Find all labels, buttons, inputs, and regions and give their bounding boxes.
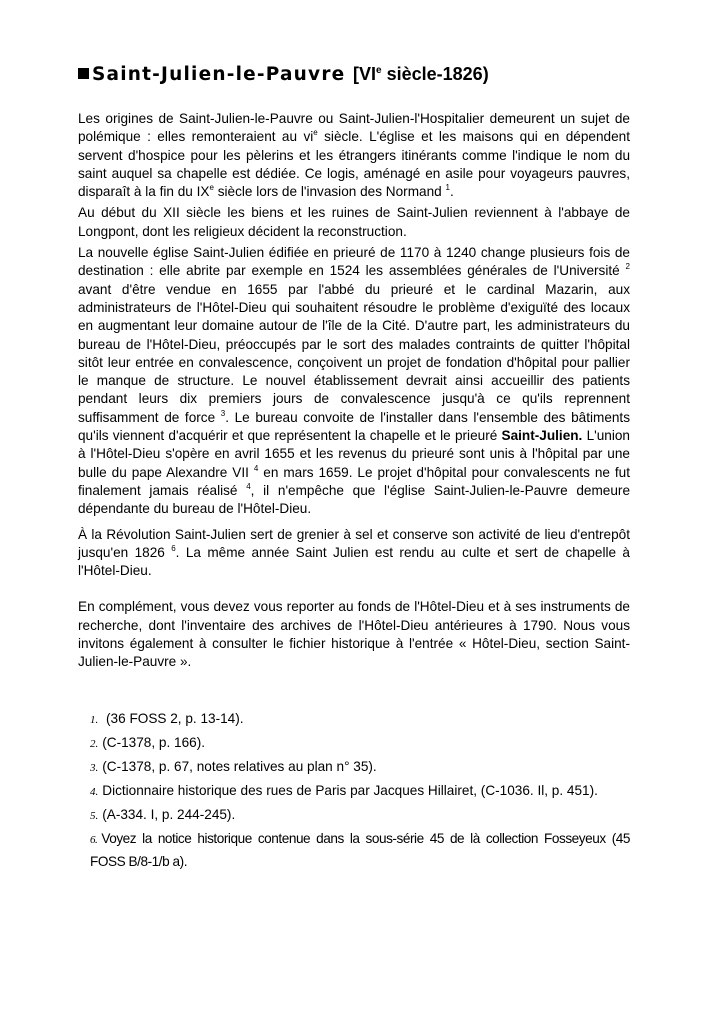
document-page <box>78 56 630 873</box>
bold-term: Saint-Julien. <box>501 428 583 444</box>
footnote-item: 2. (C-1378, p. 166). <box>90 734 206 750</box>
footnote-ref: 6 <box>171 543 176 553</box>
square-bullet-icon <box>78 68 89 79</box>
paragraph-longpont: Au début du XII siècle les biens et les ruines de Saint-Julien reviennent à l'abbaye de Longpont, dont les religieux décident la reconstruction. <box>78 205 630 239</box>
footnote-ref: 4 <box>246 481 251 491</box>
paragraph-new-church: La nouvelle église Saint-Julien édifiée en prieuré de 1170 à 1240 change plusieurs fois de destination : elle abrite par exemple en 1524 les assemblées générales de l'Université $^2$ avant d'être vendue en 1655 par l'abbé du prieuré et le cardinal Mazarin, aux administrateurs de l'Hôtel-Dieu qui souhaitent résoudre le problème d'exiguïté des locaux en augmentant leur domaine autour de l'île de la Cité. D'autre part, les administrateurs du bureau de l'Hôtel-Dieu, préoccupés par le sort des malades contraints de quitter l'hôpital sitôt leur entrée en convalescence, conçoivent un projet de fondation d'hôpital pour pallier le manque de structure. Le nouvel établissement devrait ainsi accueillir des patients pendant leurs dix premiers jours de convalescence jusqu'à ce qu'ils reprennent suffisamment de force $^3$. Le bureau convoite de l'installer dans l'ensemble des bâtiments qu'ils viennent d'acquérir et que représentent la chapelle et le prieuré Saint-Julien. L'union à l'Hôtel-Dieu s'opère en avril 1655 et les revenus du prieuré sont unis à l'hôpital par une bulle du pape Alexandre VII $^4$ en mars 1659. Le projet d'hôpital pour convalescents ne fut finalement jamais réalisé $^4$, il n'empêche que l'église Saint-Julien-le-Pauvre demeure dépendante du bureau de l'Hôtel-Dieu. <box>78 245 631 517</box>
page-title <box>78 56 630 90</box>
title-main: Saint-Julien-le-Pauvre <box>92 64 354 85</box>
footnote-item: 5. (A-334. I, p. 244-245). <box>90 806 236 822</box>
paragraph-origins: Les origines de Saint-Julien-le-Pauvre ou Saint-Julien-l'Hospitalier demeurent un sujet de polémique : elles remonteraient au $vi^e$ siècle. L'église et les maisons qui en dépendent servent d'hospice pour les pèlerins et les étrangers itinérants comme l'indique le nom du saint auquel sa chapelle est dédiée. Ce logis, aménagé en asile pour voyageurs pauvres, disparaît à la fin du IXe siècle lors de l'invasion des Normand $^1$. <box>78 111 630 200</box>
paragraph-complement: En complément, vous devez vous reporter au fonds de l'Hôtel-Dieu et à ses instruments de recherche, dont l'inventaire des archives de l'Hôtel-Dieu antérieures à 1790. Nous vous invitons également à consulter le fichier historique à l'entrée « Hôtel-Dieu, section Saint-Julien-le-Pauvre ». <box>78 599 630 670</box>
paragraph-revolution: À la Révolution Saint-Julien sert de grenier à sel et conserve son activité de lieu d'entrepôt jusqu'en 1826 $^6$. La même année Saint Julien est rendu au culte et sert de chapelle à l'Hôtel-Dieu. <box>78 526 630 579</box>
footnotes-list <box>90 708 630 872</box>
title-dates: [VIe siècle-1826) <box>353 64 489 84</box>
footnote-ref: 1 <box>445 183 450 193</box>
footnote-ref: 4 <box>253 463 259 473</box>
footnote-ref: 3 <box>220 408 226 418</box>
footnote-item: 1. (36 FOSS 2, p. 13-14). <box>90 710 244 726</box>
footnote-item: 4. Dictionnaire historique des rues de Paris par Jacques Hillairet, (C-1036. Il, p. 451). <box>90 782 598 798</box>
footnote-ref: 2 <box>625 262 630 272</box>
footnote-item: 6. Voyez la notice historique contenue dans la sous-série 45 de là collection Fosseyeux (45 FOSS B/8-1/b a). <box>90 830 630 869</box>
footnote-item: 3. (C-1378, p. 67, notes relatives au plan n° 35). <box>90 758 377 774</box>
